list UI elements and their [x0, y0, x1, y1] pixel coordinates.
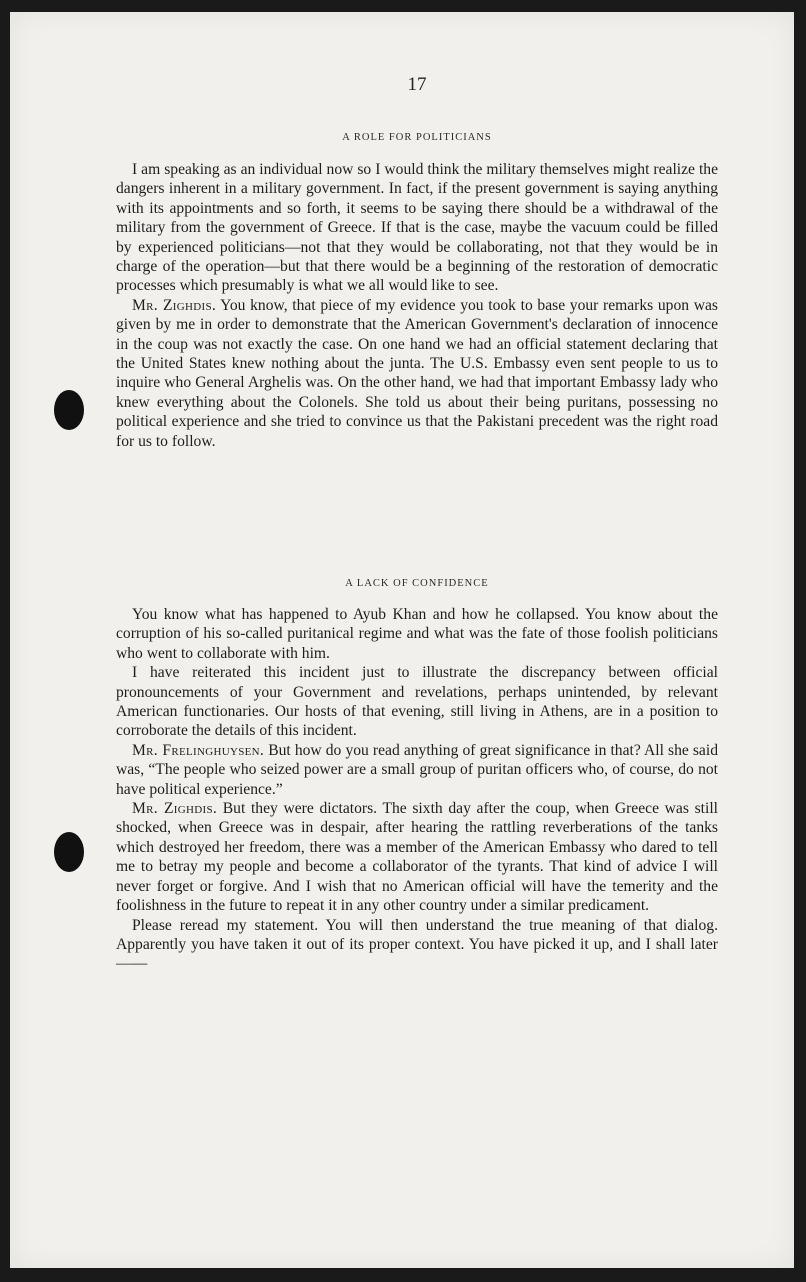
speaker-name: Mr. Zighdis.	[132, 800, 218, 818]
paragraph	[116, 605, 718, 663]
punch-hole	[54, 832, 84, 872]
paragraph-text: I have reiterated this incident just to illustrate the discrepancy between official pronouncements of your Government and revelations, perhaps unintended, by relevant American functionaries. Our hosts of that evening, still living in Athens, are in a position to corroborate the details of this incident.	[116, 664, 718, 740]
speaker-name: Mr. Zighdis.	[132, 296, 217, 314]
speaker-name: Mr. Frelinghuysen.	[132, 741, 265, 759]
paragraph-text: But how do you read anything of great significance in that? All she said was, “The people who seized power are a small group of puritan officers who, of course, do not have political experience.”	[116, 741, 718, 798]
paragraph-text: You know, that piece of my evidence you took to base your remarks upon was given by me in order to demonstrate that the American Government's declaration of innocence in the coup was not exactly the case. On one hand we had an official statement declaring that the United States knew nothing about the junta. The U.S. Embassy even sent people to us to inquire who General Arghelis was. On the other hand, we had that important Embassy lady who knew everything about the Colonels. She told us about their being puritans, possessing no political experience and she tried to convince us that the Pakistani precedent was the right road for us to follow.	[116, 296, 718, 450]
paragraph-text: But they were dictators. The sixth day after the coup, when Greece was still shocked, when Greece was in despair, after hearing the rattling reverberations of the tanks which destroyed her freedom, there was a member of the American Embassy who dared to tell me to betray my people and become a collaborator of the tyrants. That kind of advice I will never forget or forgive. And I wish that no American official will have the temerity and the foolishness in the future to repeat it in any other country under a similar predicament.	[116, 800, 718, 915]
paragraph-text: Please reread my statement. You will then understand the true meaning of that dialog. Apparently you have taken it out of its proper context. You have picked it up, and I shall later——	[116, 916, 718, 973]
paragraph-text: You know what has happened to Ayub Khan and how he collapsed. You know about the corruption of his so-called puritanical regime and what was the fate of those foolish politicians who went to collaborate with him.	[116, 606, 718, 662]
paragraph-text: I am speaking as an individual now so I would think the military themselves might realize the dangers inherent in a military government. In fact, if the present government is saying anything with its appointments and so forth, it seems to be saying there should be a withdrawal of the military from the government of Greece. If that is the case, maybe the vacuum could be filled by experienced politicians—not that they would be collaborating, not that they would be in charge of the operation—but that there would be a beginning of the restoration of democratic processes which presumably is what we all would like to see.	[116, 161, 718, 295]
paragraph	[116, 916, 718, 974]
section-body	[116, 605, 718, 974]
paragraph	[116, 296, 718, 451]
paragraph	[116, 799, 718, 915]
page-number: 17	[407, 74, 427, 95]
document-page	[10, 12, 794, 1268]
paragraph	[116, 741, 718, 799]
paragraph	[116, 663, 718, 741]
section-heading: A ROLE FOR POLITICIANS	[342, 132, 492, 143]
paragraph	[116, 160, 718, 296]
section-heading: A LACK OF CONFIDENCE	[345, 578, 489, 589]
section-body	[116, 160, 718, 451]
punch-hole	[54, 390, 84, 430]
